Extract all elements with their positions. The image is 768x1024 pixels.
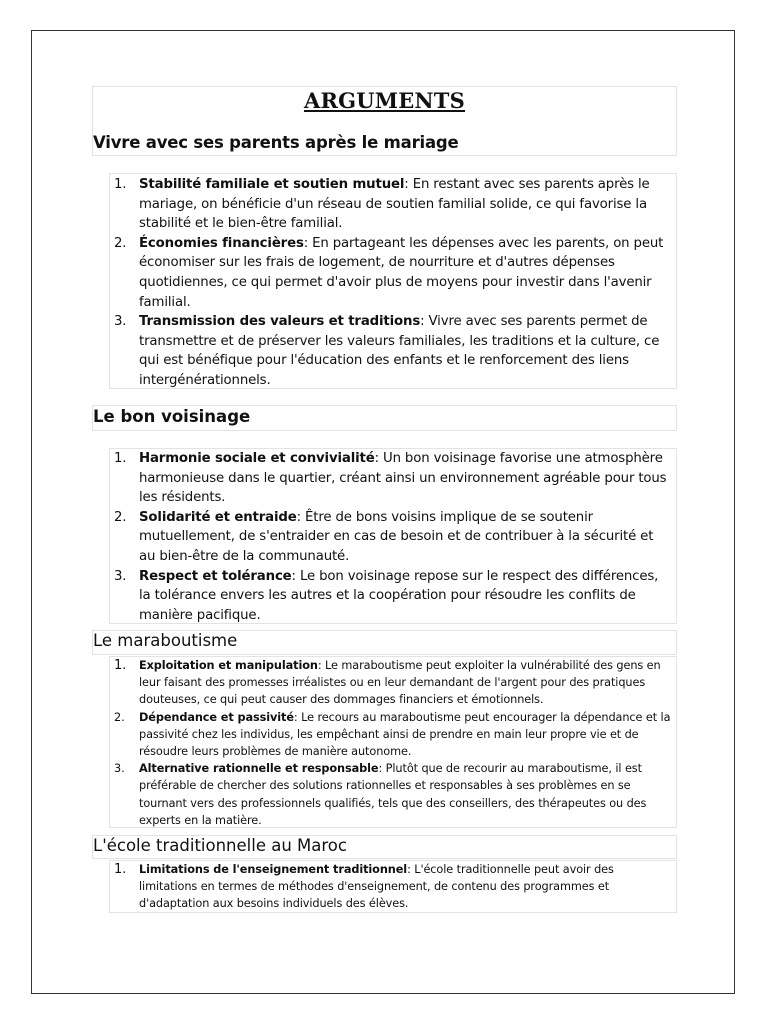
title-block [92, 86, 677, 156]
list-item: 3. Respect et tolérance: Le bon voisinage repose sur le respect des différences, la tolérance envers les autres et la coopération pour résoudre les conflits de manière pacifique. [114, 568, 659, 623]
list-item: 2. Solidarité et entraide: Être de bons voisins implique de se soutenir mutuellement, de s'entraider en cas de besoin et de contribuer à la sécurité et au bien-être de la communauté. [114, 509, 654, 564]
list-item: 2. Économies financières: En partageant les dépenses avec les parents, on peut économiser sur les frais de logement, de nourriture et d'autres dépenses quotidiennes, ce qui permet d'avoir plus de moyens pour investir dans l'avenir familial. [114, 235, 664, 310]
list-family [109, 173, 677, 389]
section-heading-box [92, 835, 677, 859]
list-item: 2. Dépendance et passivité: Le recours au maraboutisme peut encourager la dépendance et la passivité chez les individus, les empêchant ainsi de prendre en main leur propre vie et de résoudre leurs problèmes de manière autonome. [114, 710, 671, 759]
list-item: 1. Limitations de l'enseignement traditionnel: L'école traditionnelle peut avoir des limitations en termes de méthodes d'enseignement, de contenu des programmes et d'adaptation aux besoins individuels des élèves. [114, 862, 614, 911]
list-item: 3. Transmission des valeurs et traditions: Vivre avec ses parents permet de transmettre et de préserver les valeurs familiales, les traditions et la culture, ce qui est bénéfique pour l'éducation des enfants et le renforcement des liens intergénérationnels. [114, 314, 660, 388]
section-heading-ecole: L'école traditionnelle au Maroc [93, 836, 347, 855]
list-item: 3. Alternative rationnelle et responsable: Plutôt que de recourir au maraboutisme, il est préférable de chercher des solutions rationnelles et responsables à ses problèmes en se tournant vers des professionnels qualifiés, tels que des conseillers, des thérapeutes ou des experts en la matière. [114, 762, 647, 827]
list-item: 1. Harmonie sociale et convivialité: Un bon voisinage favorise une atmosphère harmonieuse dans le quartier, créant ainsi un environnement agréable pour tous les résidents. [114, 451, 667, 506]
section-heading-box [92, 405, 677, 431]
list-maraboutisme [109, 656, 677, 828]
list-neighbourhood [109, 448, 677, 624]
page-title: ARGUMENTS [303, 88, 466, 113]
section-heading-box [92, 630, 677, 655]
list-item: 1. Exploitation et manipulation: Le maraboutisme peut exploiter la vulnérabilité des gens en leur faisant des promesses irréalistes ou en leur demandant de l'argent pour des pratiques douteuses, ce qui peut causer des dommages financiers et émotionnels. [114, 658, 661, 707]
list-ecole [109, 860, 677, 913]
section-heading-neighbourhood: Le bon voisinage [93, 407, 251, 426]
section-heading-maraboutisme: Le maraboutisme [93, 631, 238, 650]
list-item: 1. Stabilité familiale et soutien mutuel: En restant avec ses parents après le mariage, on bénéficie d'un réseau de soutien familial solide, ce qui favorise la stabilité et le bien-être familial. [114, 177, 650, 232]
section-heading-family: Vivre avec ses parents après le mariage [93, 133, 459, 152]
